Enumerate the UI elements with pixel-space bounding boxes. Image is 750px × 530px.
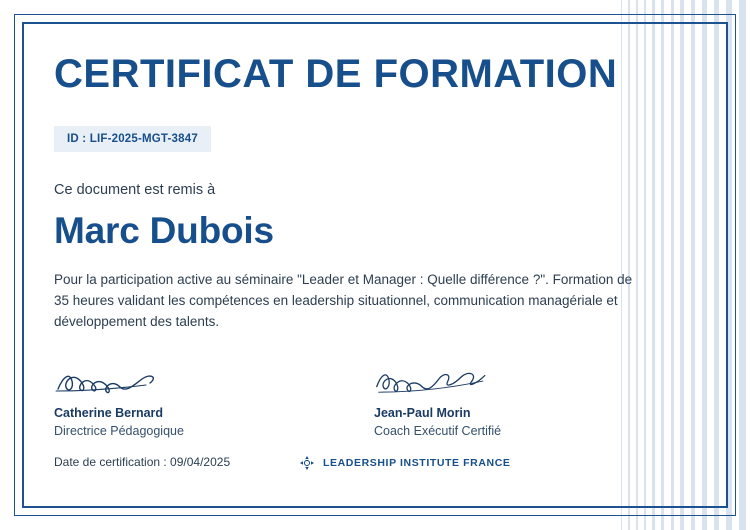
organization-seal: [299, 455, 511, 471]
organization-name: LEADERSHIP INSTITUTE FRANCE: [323, 457, 511, 469]
certification-date: Date de certification : 09/04/2025: [54, 455, 231, 469]
certificate-footer: [54, 455, 694, 469]
signature-name: Catherine Bernard: [54, 406, 164, 420]
signature-section: [54, 365, 674, 438]
recipient-name: Marc Dubois: [54, 210, 274, 251]
compass-emblem-icon: [299, 455, 315, 471]
signature-block-1: [54, 365, 284, 438]
signature-catherine-bernard-icon: [54, 365, 174, 399]
certificate-id-badge: ID : LIF-2025-MGT-3847: [54, 126, 211, 152]
certificate-description: Pour la participation active au séminaire "Leader et Manager : Quelle différence ?". Formation de 35 heures validant les compétences en leadership situationnel, communication managériale et développement des talents.: [54, 272, 633, 329]
page-title: CERTIFICAT DE FORMATION: [54, 52, 618, 96]
certificate-content: [54, 40, 694, 500]
signature-role: Directrice Pédagogique: [54, 424, 184, 438]
signature-name: Jean-Paul Morin: [374, 406, 471, 420]
signature-jean-paul-morin-icon: [374, 365, 494, 399]
signature-role: Coach Exécutif Certifié: [374, 424, 502, 438]
awarded-to-label: Ce document est remis à: [54, 182, 216, 198]
signature-block-2: [374, 365, 604, 438]
